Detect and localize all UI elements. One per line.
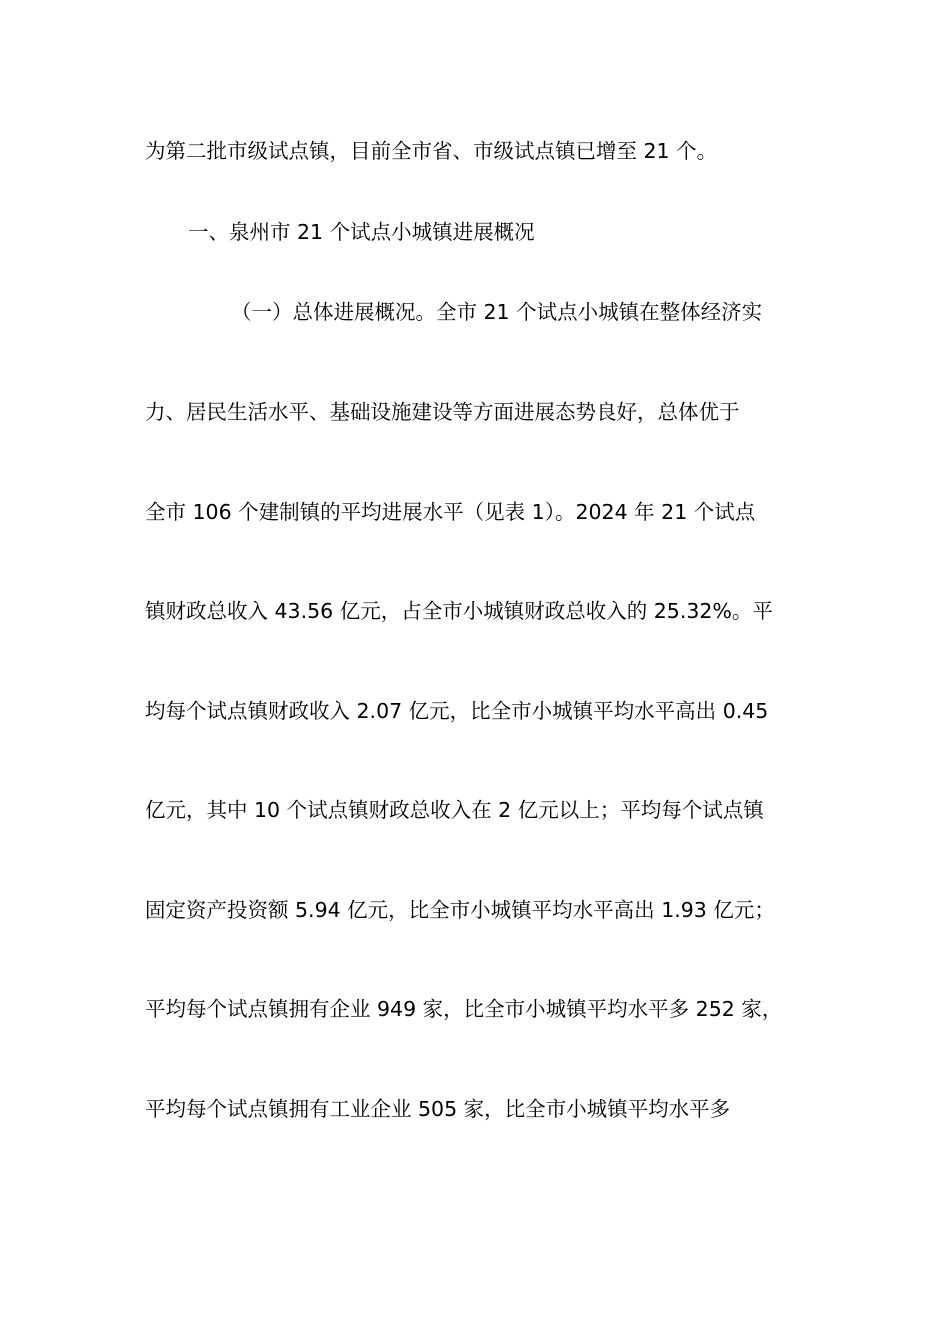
paragraph-line: 平均每个试点镇拥有企业 949 家，比全市小城镇平均水平多 252 家， — [145, 997, 783, 1021]
paragraph-line: 全市 106 个建制镇的平均进展水平（见表 1）。2024 年 21 个试点 — [145, 500, 756, 524]
paragraph-line: 亿元，其中 10 个试点镇财政总收入在 2 亿元以上；平均每个试点镇 — [145, 798, 764, 822]
paragraph-line: 均每个试点镇财政收入 2.07 亿元，比全市小城镇平均水平高出 0.45 — [145, 699, 769, 723]
section-heading: 一、泉州市 21 个试点小城镇进展概况 — [188, 220, 535, 244]
paragraph-line: （一）总体进展概况。全市 21 个试点小城镇在整体经济实 — [231, 300, 763, 324]
paragraph-line: 固定资产投资额 5.94 亿元，比全市小城镇平均水平高出 1.93 亿元； — [145, 898, 775, 922]
paragraph-line: 为第二批市级试点镇，目前全市省、市级试点镇已增至 21 个。 — [145, 139, 718, 163]
paragraph-line: 镇财政总收入 43.56 亿元，占全市小城镇财政总收入的 25.32%。平 — [145, 599, 773, 623]
paragraph-line: 力、居民生活水平、基础设施建设等方面进展态势良好，总体优于 — [145, 400, 740, 424]
paragraph-line: 平均每个试点镇拥有工业企业 505 家，比全市小城镇平均水平多 — [145, 1097, 731, 1121]
